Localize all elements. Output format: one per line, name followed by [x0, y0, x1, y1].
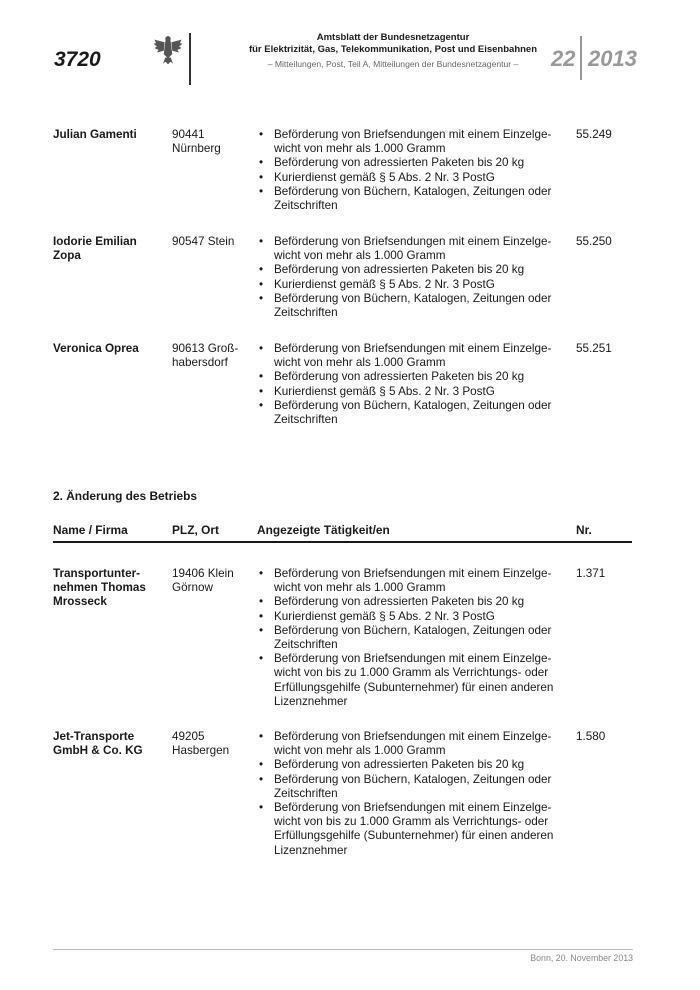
activity-item: • Beförderung von adressierten Paketen bis 20 kg — [257, 370, 567, 384]
column-header-activities: Angezeigte Tätigkeit/en — [257, 523, 390, 537]
entry-number: 55.251 — [576, 342, 612, 355]
activity-item: • Beförderung von Büchern, Katalogen, Zeitungen oder Zeitschriften — [257, 624, 567, 652]
entry-name: Jet-Transporte GmbH & Co. KG — [53, 730, 143, 758]
entry-activities — [257, 235, 567, 320]
activity-item: • Beförderung von adressierten Paketen bis 20 kg — [257, 263, 567, 277]
entry-postcode-city: 90613 Groß- habersdorf — [172, 342, 239, 370]
column-header-name: Name / Firma — [53, 523, 128, 537]
header-divider — [189, 33, 191, 85]
entry-postcode-city: 19406 Klein Görnow — [172, 567, 234, 595]
footer-date: Bonn, 20. November 2013 — [530, 953, 633, 963]
entry-number: 55.250 — [576, 235, 612, 248]
entry-postcode-city: 49205 Hasbergen — [172, 730, 230, 758]
section-heading: 2. Änderung des Betriebs — [53, 489, 198, 503]
entry-number: 1.580 — [576, 730, 606, 743]
activity-item: • Beförderung von Büchern, Katalogen, Zeitungen oder Zeitschriften — [257, 773, 567, 801]
activity-item: • Beförderung von adressierten Paketen bis 20 kg — [257, 758, 567, 772]
activity-item: • Beförderung von Büchern, Katalogen, Zeitungen oder Zeitschriften — [257, 185, 567, 213]
activity-item: • Kurierdienst gemäß § 5 Abs. 2 Nr. 3 PostG — [257, 171, 567, 185]
column-header-nr: Nr. — [576, 523, 592, 537]
column-header-plz: PLZ, Ort — [172, 523, 219, 537]
journal-title-line-1: Amtsblatt der Bundesnetzagentur — [316, 32, 470, 43]
entry-number: 1.371 — [576, 567, 606, 580]
activity-item: • Beförderung von adressierten Paketen bis 20 kg — [257, 595, 567, 609]
entry-postcode-city: 90547 Stein — [172, 235, 235, 248]
activity-item: • Beförderung von Briefsendungen mit einem Einzelge- wicht von mehr als 1.000 Gramm — [257, 730, 567, 758]
page-number: 3720 — [54, 48, 101, 71]
journal-title-line-2: für Elektrizität, Gas, Telekommunikation, Post und Eisenbahnen — [248, 43, 538, 55]
activity-item: • Kurierdienst gemäß § 5 Abs. 2 Nr. 3 PostG — [257, 385, 567, 399]
activity-item: • Beförderung von Briefsendungen mit einem Einzelge- wicht von mehr als 1.000 Gramm — [257, 567, 567, 595]
footer-divider — [53, 949, 633, 950]
activity-item: • Kurierdienst gemäß § 5 Abs. 2 Nr. 3 PostG — [257, 610, 567, 624]
issue-number: 22 — [551, 46, 576, 71]
table-header-rule — [53, 541, 632, 543]
activity-item: • Beförderung von Briefsendungen mit einem Einzelge- wicht von mehr als 1.000 Gramm — [257, 342, 567, 370]
journal-title — [193, 32, 593, 55]
entry-activities — [257, 730, 567, 858]
entry-name: Julian Gamenti — [53, 128, 137, 141]
entry-number: 55.249 — [576, 128, 612, 141]
activity-item: • Kurierdienst gemäß § 5 Abs. 2 Nr. 3 PostG — [257, 278, 567, 292]
entry-name: Iodorie Emilian Zopa — [53, 235, 137, 263]
activity-item: • Beförderung von Briefsendungen mit einem Einzelge- wicht von mehr als 1.000 Gramm — [257, 235, 567, 263]
issue-year: 2013 — [588, 46, 637, 71]
federal-eagle-icon — [151, 32, 185, 66]
entry-name: Transportunter- nehmen Thomas Mrosseck — [53, 567, 146, 609]
activity-item: • Beförderung von Briefsendungen mit einem Einzelge- wicht von bis zu 1.000 Gramm als Verrichtungs- oder Erfüllungsgehilfe (Subunternehmer) für einen anderen Lizenznehmer — [257, 652, 567, 709]
activity-item: • Beförderung von Büchern, Katalogen, Zeitungen oder Zeitschriften — [257, 399, 567, 427]
entry-activities — [257, 128, 567, 213]
entry-postcode-city: 90441 Nürnberg — [172, 128, 221, 156]
activity-item: • Beförderung von adressierten Paketen bis 20 kg — [257, 156, 567, 170]
entry-activities — [257, 567, 567, 709]
issue-divider — [580, 36, 582, 80]
activity-item: • Beförderung von Briefsendungen mit einem Einzelge- wicht von mehr als 1.000 Gramm — [257, 128, 567, 156]
activity-item: • Beförderung von Briefsendungen mit einem Einzelge- wicht von bis zu 1.000 Gramm als Verrichtungs- oder Erfüllungsgehilfe (Subunternehmer) für einen anderen Lizenznehmer — [257, 801, 567, 858]
journal-subtitle: – Mitteilungen, Post, Teil A, Mitteilungen der Bundesnetzagentur – — [267, 59, 519, 69]
entry-name: Veronica Oprea — [53, 342, 139, 355]
activity-item: • Beförderung von Büchern, Katalogen, Zeitungen oder Zeitschriften — [257, 292, 567, 320]
entry-activities — [257, 342, 567, 427]
